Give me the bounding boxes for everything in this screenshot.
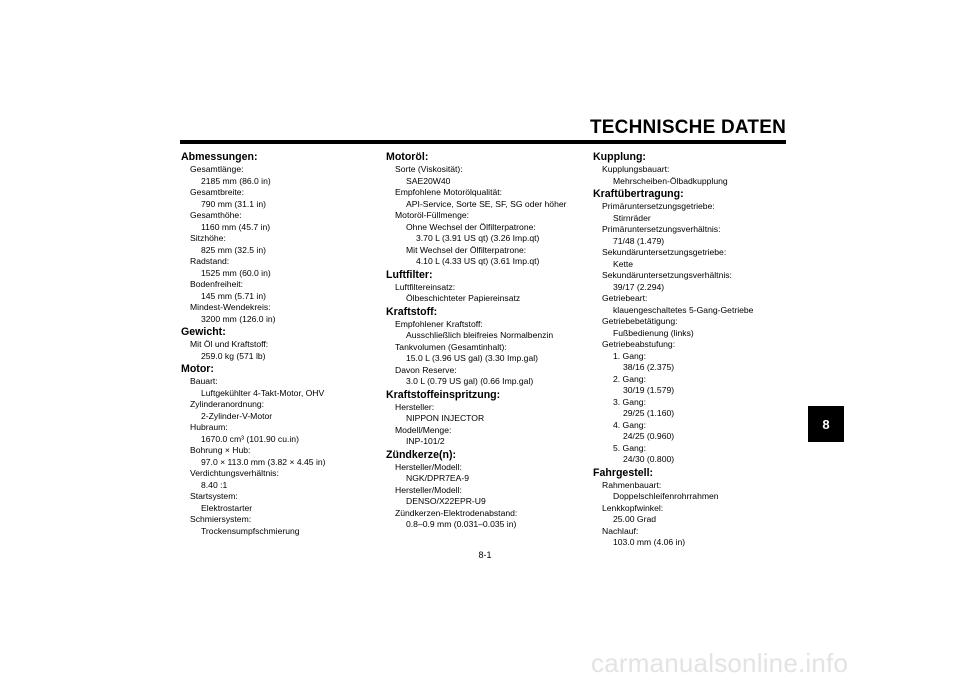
spec-label: Getriebeabstufung: [602, 339, 676, 349]
spec-value: 39/17 (2.294) [613, 281, 665, 292]
section-heading: Kraftübertragung: [593, 188, 684, 200]
spec-value: 29/25 (1.160) [623, 408, 675, 418]
spec-label: Zündkerzen-Elektrodenabstand: [395, 507, 518, 518]
spec-label: Verdichtungsverhältnis: [190, 468, 279, 478]
spec-value: Trockensumpfschmierung [201, 525, 300, 536]
spec-value: 3.0 L (0.79 US gal) (0.66 Imp.gal) [406, 376, 534, 386]
spec-label: Getriebebetätigung: [602, 316, 678, 326]
watermark: carmanualsonline.info [591, 648, 849, 678]
spec-value: 2185 mm (86.0 in) [201, 175, 271, 186]
spec-value: SAE20W40 [406, 175, 451, 186]
spec-column-1 [181, 150, 326, 537]
spec-value: 4. Gang: [613, 419, 646, 430]
spec-value: 30/19 (1.579) [623, 385, 675, 395]
spec-label: Hersteller: [395, 401, 435, 412]
spec-value: 8.40 :1 [201, 479, 228, 490]
spec-label: Bohrung × Hub: [190, 445, 251, 455]
spec-label: Schmiersystem: [190, 514, 252, 524]
spec-label: Davon Reserve: [395, 364, 457, 375]
spec-value: 103.0 mm (4.06 in) [613, 537, 686, 547]
spec-value: 38/16 (2.375) [623, 362, 675, 372]
spec-value: Luftgekühlter 4-Takt-Motor, OHV [201, 387, 325, 398]
spec-label: Modell/Menge: [395, 424, 452, 435]
spec-label: Luftfiltereinsatz: [395, 281, 456, 292]
spec-value: Stirnräder [613, 212, 651, 223]
spec-value: 4.10 L (4.33 US qt) (3.61 Imp.qt) [416, 256, 540, 266]
spec-value: 24/25 (0.960) [623, 431, 675, 441]
spec-label: Empfohlener Kraftstoff: [395, 318, 483, 329]
spec-value: 3.70 L (3.91 US qt) (3.26 Imp.qt) [416, 233, 540, 243]
spec-value: API-Service, Sorte SE, SF, SG oder höher [406, 198, 567, 209]
spec-value: 0.8–0.9 mm (0.031–0.035 in) [406, 519, 517, 529]
spec-label: Gesamtlänge: [190, 164, 244, 174]
spec-value: Mehrscheiben-Ölbadkupplung [613, 175, 728, 186]
section-heading: Motor: [181, 363, 214, 375]
spec-label: Hersteller/Modell: [395, 461, 462, 472]
spec-label: Startsystem: [190, 491, 238, 501]
spec-value: klauengeschaltetes 5-Gang-Getriebe [613, 304, 754, 315]
chapter-tab[interactable]: 8 [808, 406, 844, 442]
spec-label: Bauart: [190, 376, 218, 386]
spec-label: Tankvolumen (Gesamtinhalt): [395, 341, 507, 352]
spec-label: Kupplungsbauart: [602, 164, 670, 174]
spec-value: 1525 mm (60.0 in) [201, 267, 271, 278]
spec-label: Bodenfreiheit: [190, 279, 244, 289]
spec-label: Radstand: [190, 256, 230, 266]
spec-value: 71/48 (1.479) [613, 235, 665, 246]
spec-value: 3. Gang: [613, 396, 646, 407]
spec-label: Lenkkopfwinkel: [602, 502, 664, 513]
section-heading: Motoröl: [386, 151, 429, 163]
spec-label: Sorte (Viskosität): [395, 164, 463, 174]
spec-label: Rahmenbauart: [602, 479, 662, 490]
spec-label: Zylinderanordnung: [190, 399, 265, 409]
spec-value: INP-101/2 [406, 436, 445, 446]
section-heading: Abmessungen: [181, 151, 258, 163]
spec-label: Mindest-Wendekreis: [190, 302, 271, 312]
section-heading: Fahrgestell: [593, 466, 654, 479]
spec-value: 24/30 (0.800) [623, 454, 675, 464]
spec-label: Motoröl-Füllmenge: [395, 210, 470, 220]
spec-value: 825 mm (32.5 in) [201, 244, 266, 255]
spec-value: 2-Zylinder-V-Motor [201, 410, 273, 421]
spec-label: Sekundäruntersetzungsverhältnis: [602, 270, 732, 280]
spec-value: Fußbedienung (links) [613, 327, 694, 338]
section-heading: Luftfilter: [386, 268, 433, 281]
spec-label: Primäruntersetzungsverhältnis: [602, 224, 721, 234]
page-title: TECHNISCHE DATEN [589, 117, 786, 138]
section-heading: Kraftstoff: [386, 305, 438, 318]
spec-value: 25.00 Grad [613, 514, 656, 524]
spec-value: Ölbeschichteter Papiereinsatz [406, 293, 521, 303]
spec-value: 97.0 × 113.0 mm (3.82 × 4.45 in) [201, 456, 326, 467]
spec-value: NGK/DPR7EA-9 [406, 473, 470, 483]
spec-value: Doppelschleifenrohrrahmen [613, 491, 719, 501]
spec-column-2 [386, 150, 567, 531]
section-heading: Kupplung: [593, 151, 646, 163]
spec-value: Mit Wechsel der Ölfilterpatrone: [406, 244, 527, 255]
spec-value: 1670.0 cm³ (101.90 cu.in) [201, 433, 299, 444]
spec-value: 1. Gang: [613, 350, 646, 361]
page-number: 8-1 [478, 550, 492, 560]
spec-value: 15.0 L (3.96 US gal) (3.30 Imp.gal) [406, 353, 538, 363]
spec-label: Getriebeart: [602, 293, 648, 303]
spec-value: Elektrostarter [201, 502, 253, 513]
spec-label: Sekundäruntersetzungsgetriebe: [602, 247, 727, 257]
spec-label: Mit Öl und Kraftstoff: [190, 339, 269, 349]
spec-value: Kette [613, 258, 634, 269]
spec-label: Gesamtbreite: [190, 187, 244, 197]
spec-value: 790 mm (31.1 in) [201, 198, 266, 209]
spec-value: 2. Gang: [613, 373, 646, 384]
title-rule [180, 140, 786, 144]
spec-label: Nachlauf: [602, 525, 639, 536]
spec-value: NIPPON INJECTOR [406, 413, 485, 423]
spec-column-3 [593, 150, 753, 549]
spec-value: 1160 mm (45.7 in) [201, 221, 271, 232]
spec-value: 259.0 kg (571 lb) [201, 350, 266, 361]
spec-label: Gesamthöhe: [190, 210, 242, 220]
spec-value: 5. Gang: [613, 442, 646, 453]
spec-value: Ohne Wechsel der Ölfilterpatrone: [406, 221, 536, 232]
spec-label: Hersteller/Modell: [395, 484, 462, 495]
section-heading: Gewicht: [181, 326, 226, 338]
spec-value: 145 mm (5.71 in) [201, 290, 266, 301]
section-heading: Kraftstoffeinspritzung: [386, 388, 501, 401]
spec-value: 3200 mm (126.0 in) [201, 313, 276, 324]
spec-label: Hubraum: [190, 422, 228, 432]
section-heading: Zündkerze(n): [386, 448, 457, 461]
spec-label: Primäruntersetzungsgetriebe: [602, 201, 715, 211]
spec-value: Ausschließlich bleifreies Normalbenzin [406, 330, 554, 340]
spec-value: DENSO/X22EPR-U9 [406, 496, 486, 506]
spec-label: Empfohlene Motorölqualität: [395, 187, 503, 197]
spec-label: Sitzhöhe: [190, 233, 226, 243]
